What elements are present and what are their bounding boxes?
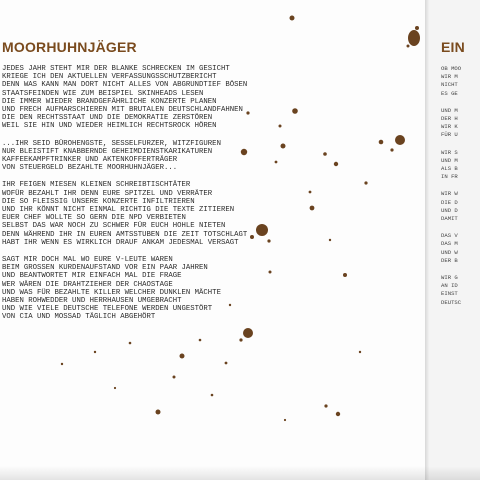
lyric-line: AN ID xyxy=(441,282,458,290)
scan-shadow xyxy=(0,466,480,480)
lyric-line: UND D xyxy=(441,206,458,214)
lyric-line: NICHT xyxy=(441,81,458,89)
lyric-line: DEUTSC xyxy=(441,298,462,306)
lyric-line: VON CIA UND MOSSAD TÄGLICH ABGEHÖRT xyxy=(2,313,156,322)
song-title: MOORHUHNJÄGER xyxy=(2,39,137,55)
lyric-line: UND IHR KÖNNT NICHT EINMAL RICHTIG DIE TEXTE ZITIEREN xyxy=(2,206,235,215)
lyric-stanza xyxy=(2,140,247,173)
lyric-line: UND BEANTWORTET MIR EINFACH MAL DIE FRAGE xyxy=(2,272,182,281)
lyric-line: KAFFEEKAMPFTRINKER UND AKTENKOFFERTRÄGER xyxy=(2,156,178,165)
lyric-line: SAGT MIR DOCH MAL WO EURE V-LEUTE WAREN xyxy=(2,256,173,265)
lyric-stanza xyxy=(441,232,461,265)
lyric-line: UND WIE VIELE DEUTSCHE TELEFONE WERDEN UNGESTÖRT xyxy=(2,305,213,314)
lyric-line: SELBST DAS WAR NOCH ZU SCHWER FÜR EUCH HOHLE NIETEN xyxy=(2,222,226,231)
lyric-line: UND WAS FÜR BEZAHLTE KILLER WELCHER DUNKLEN MÄCHTE xyxy=(2,288,221,297)
lyric-line: WIR K xyxy=(441,123,458,131)
lyric-line: WIR W xyxy=(441,190,458,198)
lyric-line: UND FRECH AUFMARSCHIEREN MIT BRUTALEN DEUTSCHLANDFAHNEN xyxy=(2,106,243,115)
lyric-line: BEIM GROSSEN KURDENAUFSTAND VOR EIN PAAR JAHREN xyxy=(2,264,208,273)
lyric-line: IN FR xyxy=(441,173,458,181)
lyric-line: DIE DEN RECHTSSTAAT UND DIE DEMOKRATIE ZERSTÖREN xyxy=(2,114,213,123)
lyric-stanza xyxy=(2,256,247,322)
lyric-stanza xyxy=(441,107,461,140)
lyric-line: FÜR U xyxy=(441,131,458,139)
lyric-line: DER B xyxy=(441,256,458,264)
lyric-line: WIR S xyxy=(441,148,458,156)
lyric-stanza xyxy=(441,65,461,98)
lyric-line: DAMIT xyxy=(441,215,458,223)
lyric-line: DAS M xyxy=(441,240,458,248)
lyric-line: DENN WAS KANN MAN DORT NICHT ALLES VON ABGRUNDTIEF BÖSEN xyxy=(2,81,248,90)
lyric-stanza xyxy=(441,274,461,307)
lyric-line: ES GE xyxy=(441,89,458,97)
lyric-line: UND W xyxy=(441,248,458,256)
lyric-line: VON STEUERGELD BEZAHLTE MOORHUHNJÄGER... xyxy=(2,164,178,173)
lyric-line: DIE IMMER WIEDER BRANDGEFÄHRLICHE KONZERTE PLANEN xyxy=(2,97,217,106)
song-title-right: EIN xyxy=(441,39,465,55)
lyric-line: NUR BLEISTIFT KNABBERNDE GEHEIMDIENSTKARIKATUREN xyxy=(2,147,213,156)
lyric-line: DER H xyxy=(441,115,458,123)
lyric-line: UND M xyxy=(441,156,458,164)
lyrics-block xyxy=(2,65,247,331)
lyric-line: WIR G xyxy=(441,274,458,282)
lyric-line: HABEN ROHWEDDER UND HERRHAUSEN UMGEBRACHT xyxy=(2,297,182,306)
lyric-stanza xyxy=(441,149,461,182)
lyric-line: UND M xyxy=(441,106,458,114)
lyric-line: WOFÜR BEZAHLT IHR DENN EURE SPITZEL UND VERRÄTER xyxy=(2,189,213,198)
lyric-line: DENN WÄHREND IHR IN EUREN AMTSSTUBEN DIE ZEIT TOTSCHLAGT xyxy=(2,230,248,239)
lyric-line: OB MOO xyxy=(441,65,462,72)
lyric-line: EUER CHEF WOLLTE SO GERN DIE NPD VERBIETEN xyxy=(2,214,186,223)
lyrics-block-right xyxy=(441,65,461,316)
lyric-line: DAS V xyxy=(441,232,458,240)
lyric-line: WER WÄREN DIE DRAHTZIEHER DER CHAOSTAGE xyxy=(2,280,173,289)
lyric-line: WEIL SIE HIN UND WIEDER HEIMLICH RECHTSROCK HÖREN xyxy=(2,122,217,131)
right-page xyxy=(429,0,480,480)
lyric-line: DIE SO FLEISSIG UNSERE KONZERTE INFILTRIEREN xyxy=(2,197,195,206)
lyric-line: WIR M xyxy=(441,73,458,81)
lyric-line: STAATSFEINDEN WIE ZUM BEISPIEL SKINHEADS LESEN xyxy=(2,89,204,98)
lyric-stanza xyxy=(2,181,247,247)
lyric-stanza xyxy=(441,190,461,223)
lyric-line: KRIEGE ICH DEN AKTUELLEN VERFASSUNGSSCHUTZBERICHT xyxy=(2,73,217,82)
lyric-line: DIE D xyxy=(441,198,458,206)
lyric-line: JEDES JAHR STEHT MIR DER BLANKE SCHRECKEN IM GESICHT xyxy=(2,65,230,73)
lyric-line: IHR FEIGEN MIESEN KLEINEN SCHREIBTISCHTÄTER xyxy=(2,181,191,190)
lyric-line: EINST xyxy=(441,290,458,298)
lyric-line: ALS B xyxy=(441,165,458,173)
lyric-line: ...IHR SEID BÜROHENGSTE, SESSELFURZER, WITZFIGUREN xyxy=(2,139,221,148)
lyric-line: HABT IHR WENN ES WIRKLICH DRAUF ANKAM JEDESMAL VERSAGT xyxy=(2,238,239,247)
lyric-stanza xyxy=(2,65,247,131)
